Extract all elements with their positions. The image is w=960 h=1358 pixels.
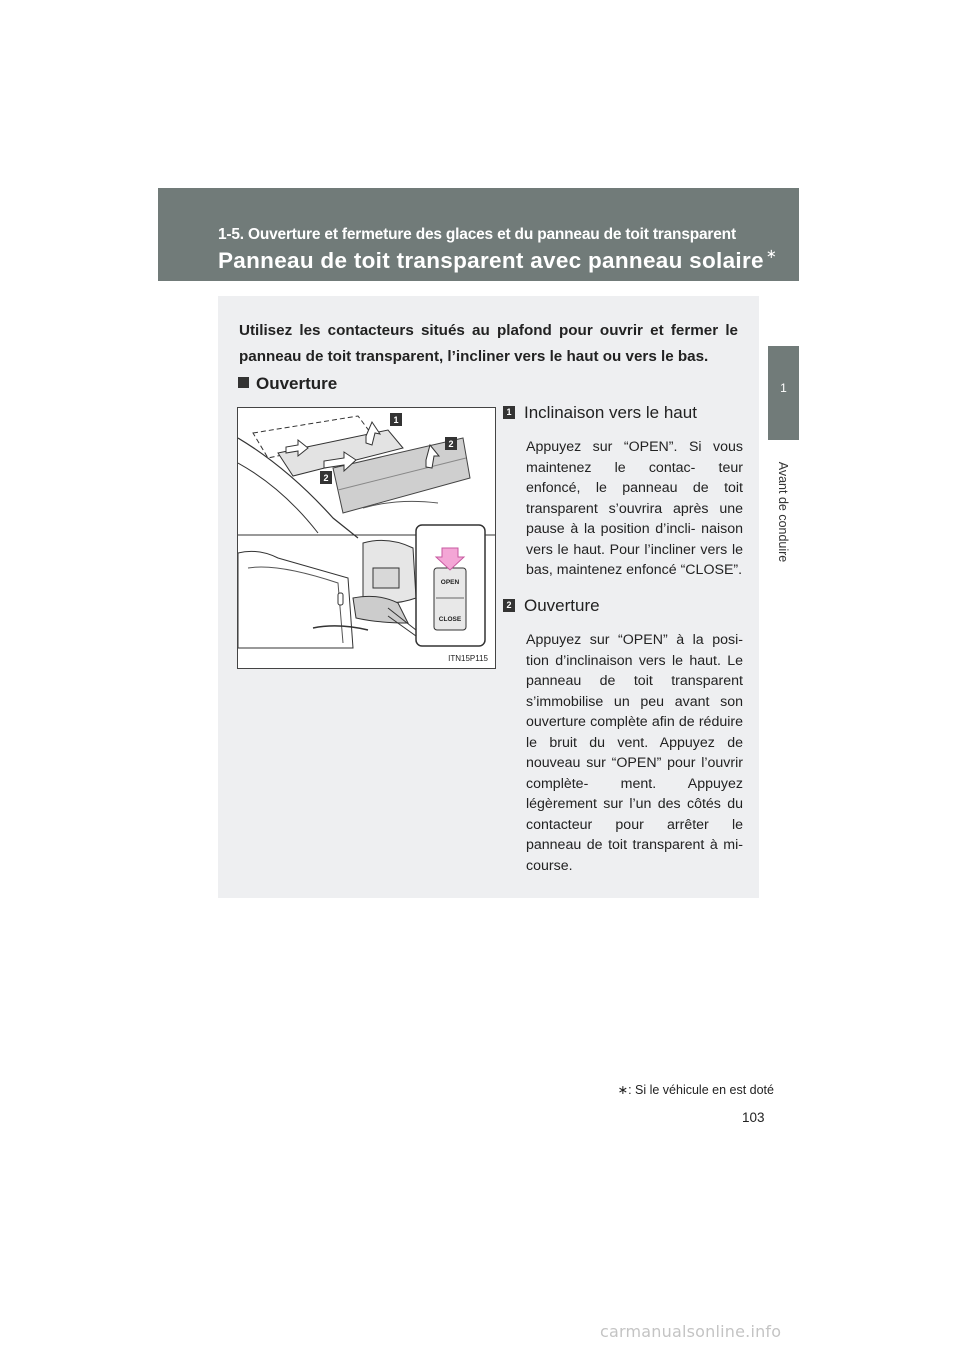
- content-panel: [218, 296, 759, 898]
- subheading-text: Ouverture: [256, 374, 338, 393]
- page-number: 103: [742, 1110, 765, 1125]
- item-heading-text: Inclinaison vers le haut: [524, 403, 697, 422]
- switch-open-label: OPEN: [440, 579, 460, 586]
- item-heading: [506, 403, 743, 423]
- footnote-text: : Si le véhicule en est doté: [628, 1083, 774, 1097]
- item-heading-text: Ouverture: [524, 596, 600, 615]
- illustration: [237, 407, 496, 669]
- optional-mark: ∗: [765, 246, 778, 261]
- footnote-mark: ∗: [617, 1083, 629, 1097]
- chapter-header: [158, 188, 799, 281]
- callout-2-left: 2: [323, 473, 329, 483]
- figure-code: ITN15P115: [448, 654, 488, 663]
- chapter-tab: [768, 346, 799, 440]
- square-bullet-icon: [238, 377, 249, 388]
- callout-1: 1: [393, 415, 399, 425]
- item-number: 2: [503, 599, 515, 612]
- item-heading: [506, 596, 743, 616]
- switch-close-label: CLOSE: [438, 616, 462, 623]
- chapter-number: 1: [780, 381, 787, 395]
- item-body: Appuyez sur “OPEN”. Si vous maintenez le contac- teur enfoncé, le panneau de toit transparent s’ouvrira après une pause à la position d’incli- naison vers le haut. Pour l’incliner vers le bas, maintenez enfoncé “CLOSE”.: [526, 439, 743, 578]
- subheading: [238, 374, 337, 394]
- item-opening: [503, 596, 743, 876]
- item-number: 1: [503, 406, 515, 419]
- section-title: 1-5. Ouverture et fermeture des glaces et du panneau de toit transparent: [218, 226, 736, 243]
- roof-illustration: [238, 408, 495, 668]
- page-title: [218, 246, 777, 274]
- watermark: carmanualsonline.info: [600, 1322, 782, 1341]
- item-tilt-up: [503, 403, 743, 581]
- footnote: [618, 1082, 774, 1097]
- chapter-label: Avant de conduire: [776, 461, 790, 563]
- callout-2-top: 2: [448, 439, 454, 449]
- page-title-text: Panneau de toit transparent avec panneau solaire: [218, 248, 764, 273]
- intro-text: Utilisez les contacteurs situés au plafond pour ouvrir et fermer le panneau de toit transparent, l’incliner vers le haut ou vers le bas.: [239, 322, 738, 365]
- item-body: Appuyez sur “OPEN” à la posi- tion d’inclinaison vers le haut. Le panneau de toit transparent s’immobilise un peu avant son ouverture complète afin de réduire le bruit du vent. Appuyez de nouveau sur “OPEN” pour l’ouvrir complète- ment. Appuyez légèrement sur l’un des côtés du contacteur pour arrêter le panneau de toit transparent à mi-course.: [526, 632, 743, 874]
